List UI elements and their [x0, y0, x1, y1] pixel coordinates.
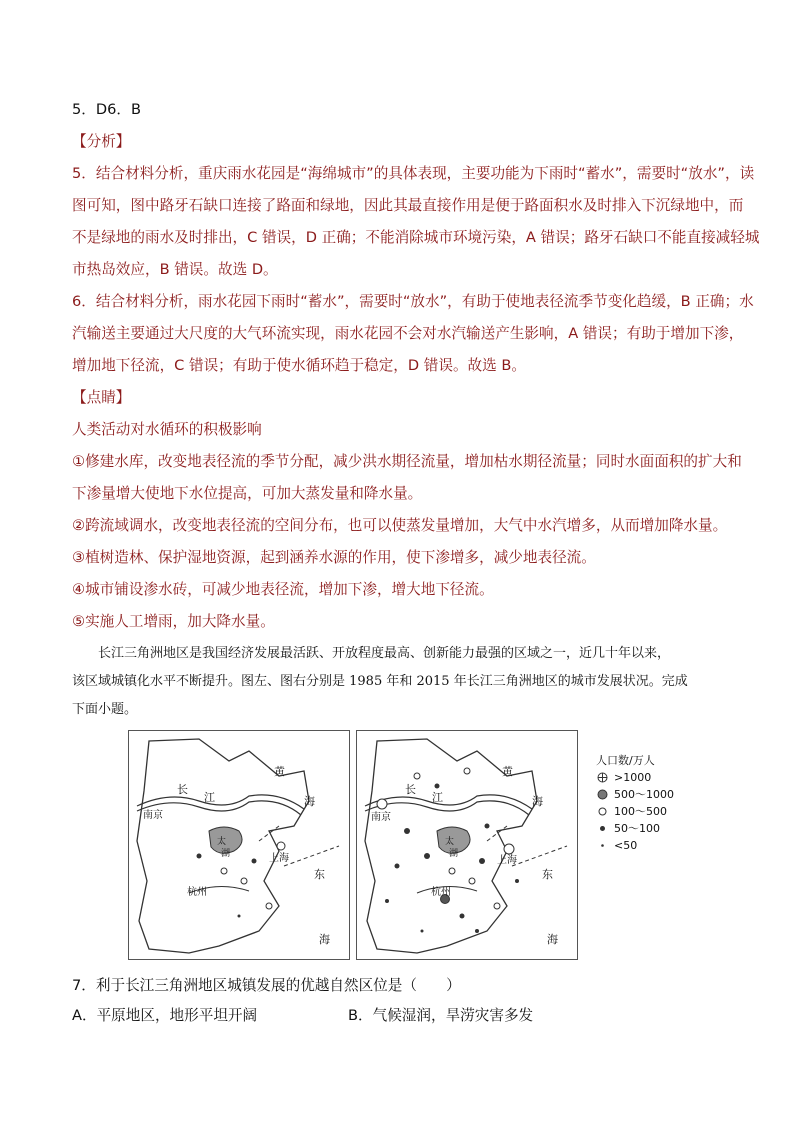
map-2015 [356, 730, 578, 960]
explanation-5-line-3: 不是绿地的雨水及时排出，C 错误，D 正确；不能消除城市环境污染，A 错误；路牙石缺口不能直接减轻城 [72, 229, 760, 246]
label-tai-2015: 太 [445, 837, 455, 847]
label-hu: 湖 [221, 849, 231, 859]
map-legend [596, 752, 674, 854]
tips-item-3: ③植树造林、保护湿地资源，起到涵养水源的作用，使下渗增多，减少地表径流。 [72, 549, 596, 566]
explanation-6-line-2: 汽输送主要通过大尺度的大气环流实现，雨水花园不会对水汽输送产生影响，A 错误；有助于增加下渗， [72, 325, 744, 342]
question-7-stem: 7．利于长江三角洲地区城镇发展的优越自然区位是（ ） [72, 977, 461, 994]
tips-item-5: ⑤实施人工增雨，加大降水量。 [72, 613, 275, 630]
tips-item-4: ④城市铺设渗水砖，可减少地表径流，增加下渗，增大地下径流。 [72, 581, 494, 598]
label-jiang-2015: 江 [432, 791, 443, 804]
question-7-option-a: A．平原地区，地形平坦开阔 [72, 1007, 258, 1024]
legend-item-100-500: 100～500 [596, 803, 674, 820]
label-tai: 太 [217, 837, 227, 847]
map-1985 [128, 730, 350, 960]
open-circle-icon [597, 806, 608, 817]
label-hai2: 海 [319, 933, 330, 946]
tips-item-1-cont: 下渗量增大使地下水位提高，可加大蒸发量和降水量。 [72, 485, 423, 502]
tips-item-2: ②跨流域调水，改变地表径流的空间分布，也可以使蒸发量增加，大气中水汽增多，从而增加降水量。 [72, 517, 728, 534]
answer-line: 5．D6．B [72, 101, 142, 118]
label-huang: 黄 [274, 765, 285, 778]
label-hu-2015: 湖 [449, 849, 459, 859]
label-hangzhou-2015: 杭州 [431, 887, 451, 898]
label-dong: 东 [314, 868, 325, 881]
explanation-5-line-4: 市热岛效应，B 错误。故选 D。 [72, 261, 278, 278]
intro-line-1: 长江三角洲地区是我国经济发展最活跃、开放程度最高、创新能力最强的区域之一，近几十年以来， [72, 646, 671, 661]
small-dot-icon [597, 840, 608, 851]
legend-item-over-1000: >1000 [596, 769, 674, 786]
explanation-6-line-1: 6．结合材料分析，雨水花园下雨时“蓄水”，需要时“放水”，有助于使地表径流季节变化趋缓，B 正确；水 [72, 293, 754, 310]
globe-icon [597, 772, 608, 783]
label-shanghai-2015: 上海 [497, 855, 517, 866]
question-7-option-b: B．气候湿润，旱涝灾害多发 [348, 1007, 534, 1024]
label-nanjing-2015: 南京 [371, 812, 391, 823]
tips-title: 人类活动对水循环的积极影响 [72, 421, 262, 438]
label-chang-2015: 长 [405, 783, 416, 796]
label-chang: 长 [177, 783, 188, 796]
map-1985-drawing [129, 731, 349, 959]
tips-header: 【点睛】 [72, 389, 131, 406]
explanation-6-line-3: 增加地下径流，C 错误；有助于使水循环趋于稳定，D 错误。故选 B。 [72, 357, 526, 374]
hatched-circle-icon [597, 789, 608, 800]
explanation-5-line-2: 图可知，图中路牙石缺口连接了路面和绿地，因此其最直接作用是便于路面积水及时排入下沉绿地中，而 [72, 197, 744, 214]
explanation-5-line-1: 5．结合材料分析，重庆雨水花园是“海绵城市”的具体表现，主要功能为下雨时“蓄水”，需要时“放水”，读 [72, 165, 755, 182]
label-huang-2015: 黄 [502, 765, 513, 778]
label-hai: 海 [304, 795, 315, 808]
dot-icon [597, 823, 608, 834]
legend-item-500-1000: 500～1000 [596, 786, 674, 803]
label-hangzhou: 杭州 [187, 887, 207, 898]
analysis-header: 【分析】 [72, 133, 131, 150]
label-hai2-2015: 海 [547, 933, 558, 946]
map-2015-drawing [357, 731, 577, 959]
label-hai-2015: 海 [532, 795, 543, 808]
intro-line-2: 该区域城镇化水平不断提升。图左、图右分别是 1985 年和 2015 年长江三角洲地区的城市发展状况。完成 [72, 674, 688, 689]
legend-title: 人口数/万人 [596, 754, 655, 767]
label-jiang: 江 [204, 791, 215, 804]
tips-item-1: ①修建水库，改变地表径流的季节分配，减少洪水期径流量，增加枯水期径流量；同时水面面积的扩大和 [72, 453, 742, 470]
label-nanjing: 南京 [143, 810, 163, 821]
intro-line-3: 下面小题。 [72, 702, 138, 717]
legend-item-under-50: <50 [596, 837, 674, 854]
label-dong-2015: 东 [542, 868, 553, 881]
label-shanghai: 上海 [269, 853, 289, 864]
legend-item-50-100: 50～100 [596, 820, 674, 837]
